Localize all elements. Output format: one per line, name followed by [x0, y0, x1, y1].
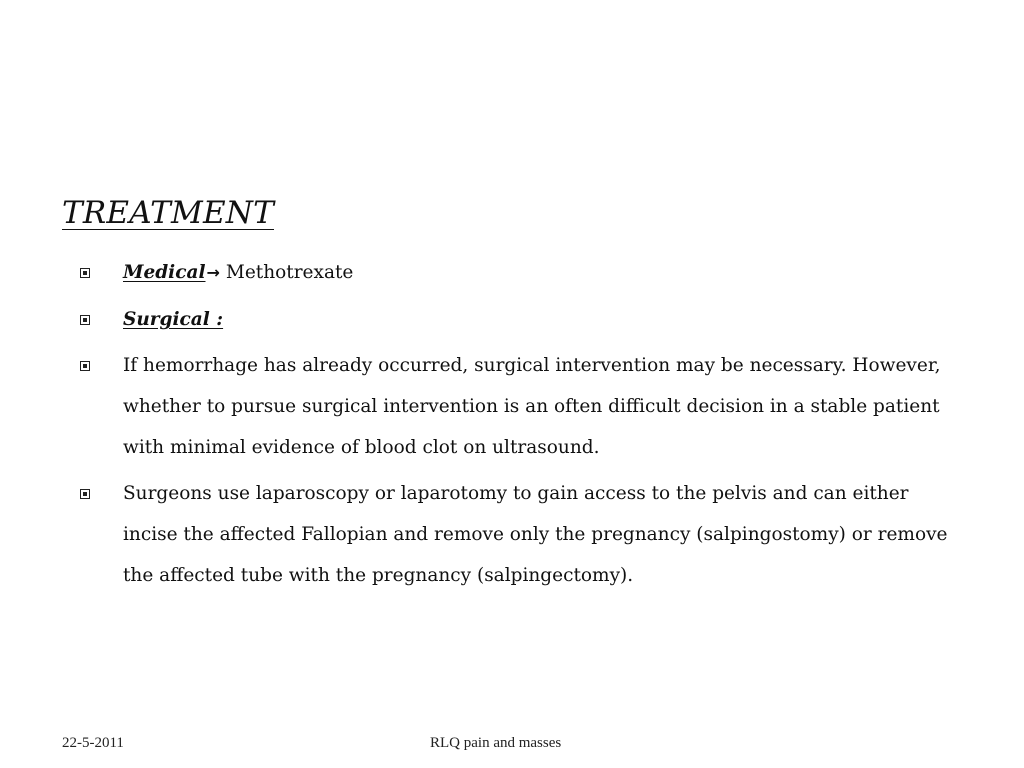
medical-treatment: Methotrexate [225, 262, 354, 283]
square-bullet-icon [80, 361, 90, 371]
bullet-text [123, 299, 953, 340]
square-bullet-icon [80, 268, 90, 278]
bullet-text: Surgeons use laparoscopy or laparotomy to gain access to the pelvis and can either incise the affected Fallopian and remove only the pregnancy (salpingostomy) or remove the affected tube with the pregnancy (salpingectomy). [123, 483, 948, 586]
square-bullet-icon [80, 489, 90, 499]
footer-date: 22-5-2011 [62, 735, 124, 751]
slide-title: TREATMENT [62, 195, 274, 231]
medical-label: Medical [123, 262, 206, 283]
bullet-text [123, 252, 953, 293]
bullet-text: If hemorrhage has already occurred, surgical intervention may be necessary. However, whether to pursue surgical intervention is an often difficult decision in a stable patient with minimal evidence of blood clot on ultrasound. [123, 355, 941, 458]
arrow-right-icon: → [206, 263, 220, 282]
footer-title: RLQ pain and masses [430, 735, 562, 751]
square-bullet-icon [80, 315, 90, 325]
surgical-label: Surgical : [123, 309, 224, 330]
